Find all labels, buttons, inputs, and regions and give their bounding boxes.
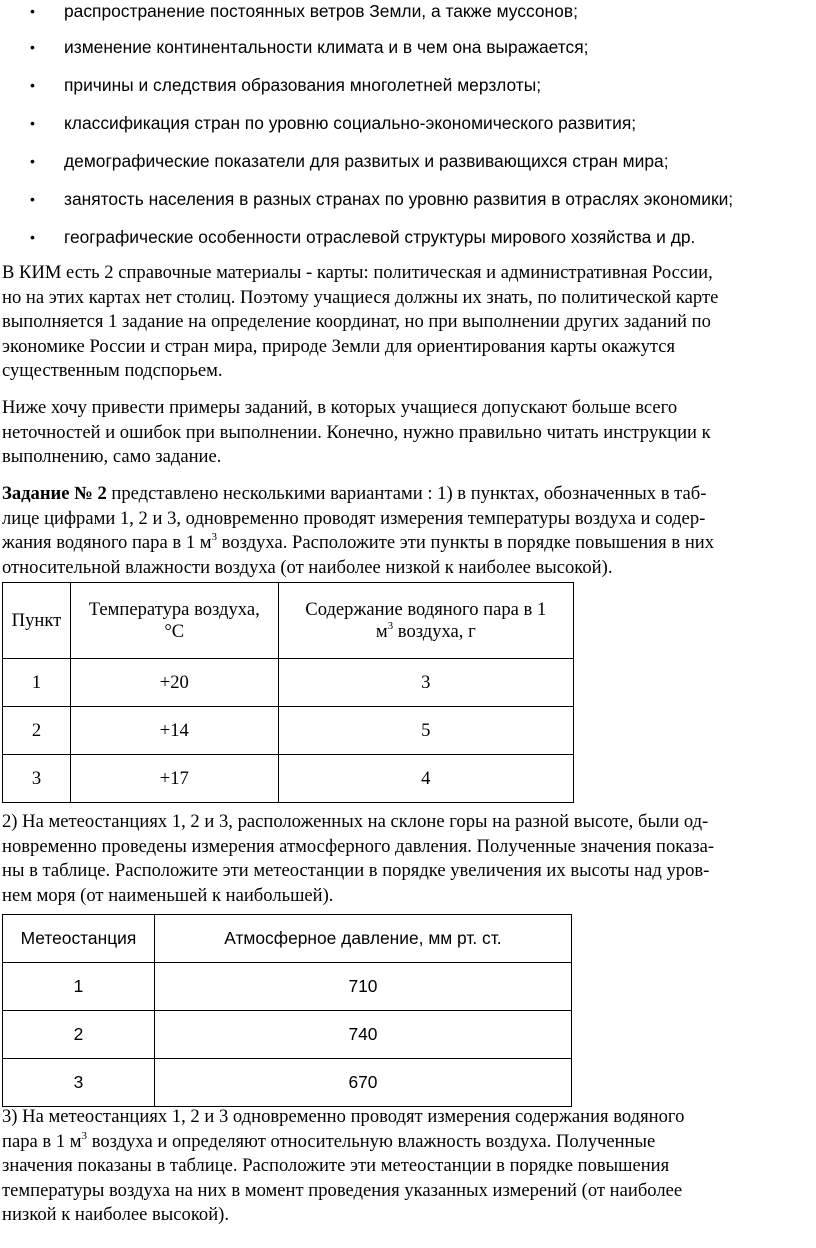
bullet-dot: • bbox=[30, 191, 35, 207]
bullet-dot: • bbox=[30, 39, 35, 55]
table-cell: +20 bbox=[70, 659, 278, 707]
header-cell: Пункт bbox=[3, 583, 71, 659]
text-line: нем моря (от наименьшей к наибольшей). bbox=[2, 884, 334, 906]
bullet-dot: • bbox=[30, 3, 35, 19]
text-line: 3) На метеостанциях 1, 2 и 3 одновременно проводят измерения содержания водяного bbox=[2, 1106, 685, 1127]
bullet-item: причины и следствия образования многолетней мерзлоты; bbox=[64, 75, 542, 95]
table-cell: 1 bbox=[3, 963, 155, 1011]
table-temperature-vapor bbox=[2, 582, 574, 803]
text-line: Ниже хочу привести примеры заданий, в которых учащиеся допускают больше всего bbox=[2, 397, 678, 418]
task-title: Задание № 2 bbox=[2, 483, 107, 504]
text-line: экономике России и стран мира, природе Земли для ориентирования карты окажутся bbox=[2, 335, 676, 357]
bullet-dot: • bbox=[30, 115, 35, 131]
table-header-row bbox=[3, 915, 572, 963]
text-line: жания водяного пара в 1 $м^3$ воздуха. Расположите эти пункты в порядке повышения в них bbox=[2, 531, 715, 553]
bullet-dot: • bbox=[30, 77, 35, 93]
bullet-dot: • bbox=[30, 229, 35, 245]
text-line: пара в 1 $м^3$ воздуха и определяют относительную влажность воздуха. Полученные bbox=[2, 1129, 656, 1152]
text-line: значения показаны в таблице. Расположите эти метеостанции в порядке повышения bbox=[2, 1155, 670, 1176]
text-line: низкой к наиболее высокой). bbox=[2, 1204, 230, 1225]
table-row bbox=[3, 755, 574, 803]
bullet-item: занятость населения в разных странах по уровню развития в отраслях экономики; bbox=[64, 189, 734, 209]
table-cell: 710 bbox=[154, 963, 571, 1011]
table-row bbox=[3, 659, 574, 707]
header-cell: Температура воздуха, °C bbox=[70, 583, 278, 659]
table-cell: 3 bbox=[3, 1059, 155, 1107]
text-line: новременно проведены измерения атмосферного давления. Полученные значения показа- bbox=[2, 835, 715, 857]
table-cell: 2 bbox=[3, 1011, 155, 1059]
text-line: выполняется 1 задание на определение координат, но при выполнении других заданий по bbox=[2, 311, 711, 332]
table-header-row bbox=[3, 583, 574, 659]
bullet-dot: • bbox=[30, 153, 35, 169]
table-row bbox=[3, 707, 574, 755]
table-cell: 1 bbox=[3, 659, 71, 707]
table-cell: 3 bbox=[278, 659, 573, 707]
paragraph-examples-intro bbox=[2, 396, 808, 470]
text-line: 2) На метеостанциях 1, 2 и 3, расположенных на склоне горы на разной высоте, были од- bbox=[2, 811, 709, 832]
table-cell: 670 bbox=[154, 1059, 571, 1107]
bullet-item: изменение континентальности климата и в чем она выражается; bbox=[64, 37, 589, 57]
table-cell: 740 bbox=[154, 1011, 571, 1059]
table-cell: 4 bbox=[278, 755, 573, 803]
paragraph-kim-maps bbox=[2, 261, 808, 384]
header-cell: Содержание водяного пара в 1 $м^3$ воздуха, г bbox=[278, 583, 573, 659]
bullet-item: географические особенности отраслевой структуры мирового хозяйства и др. bbox=[64, 227, 696, 247]
table-pressure bbox=[2, 914, 572, 1107]
text-line: Задание № 2 представлено несколькими вариантами : 1) в пунктах, обозначенных в таб- bbox=[2, 483, 707, 504]
table-cell: +14 bbox=[70, 707, 278, 755]
text-line: выполнению, само задание. bbox=[2, 446, 222, 467]
table-cell: 5 bbox=[278, 707, 573, 755]
table-row bbox=[3, 1059, 572, 1107]
text-line: температуры воздуха на них в момент проведения указанных измерений (от наиболее bbox=[2, 1179, 683, 1201]
header-cell: Метеостанция bbox=[3, 915, 155, 963]
table-cell: 3 bbox=[3, 755, 71, 803]
bullet-item: демографические показатели для развитых и развивающихся стран мира; bbox=[64, 151, 669, 171]
table-row bbox=[3, 1011, 572, 1059]
bullet-item: распространение постоянных ветров Земли, а также муссонов; bbox=[64, 1, 578, 21]
table-cell: +17 bbox=[70, 755, 278, 803]
paragraph-task-2 bbox=[2, 482, 808, 580]
text-line: ны в таблице. Расположите эти метеостанции в порядке увеличения их высоты над уров- bbox=[2, 860, 710, 881]
text-line: лице цифрами 1, 2 и 3, одновременно проводят измерения температуры воздуха и содер- bbox=[2, 507, 706, 529]
text-line: но на этих картах нет столиц. Поэтому учащиеся должны их знать, по политической карте bbox=[2, 286, 719, 308]
table-cell: 2 bbox=[3, 707, 71, 755]
text-line: В КИМ есть 2 справочные материалы - карты: политическая и административная России, bbox=[2, 262, 713, 283]
paragraph-variant-3 bbox=[2, 1105, 808, 1228]
bullet-item: классификация стран по уровню социально-экономического развития; bbox=[64, 113, 637, 133]
text-line: неточностей и ошибок при выполнении. Конечно, нужно правильно читать инструкции к bbox=[2, 421, 711, 443]
text-line: относительной влажности воздуха (от наиболее низкой к наиболее высокой). bbox=[2, 556, 613, 578]
header-cell: Атмосферное давление, мм рт. ст. bbox=[154, 915, 571, 963]
text-line: существенным подспорьем. bbox=[2, 360, 223, 381]
paragraph-variant-2 bbox=[2, 810, 808, 908]
table-row bbox=[3, 963, 572, 1011]
